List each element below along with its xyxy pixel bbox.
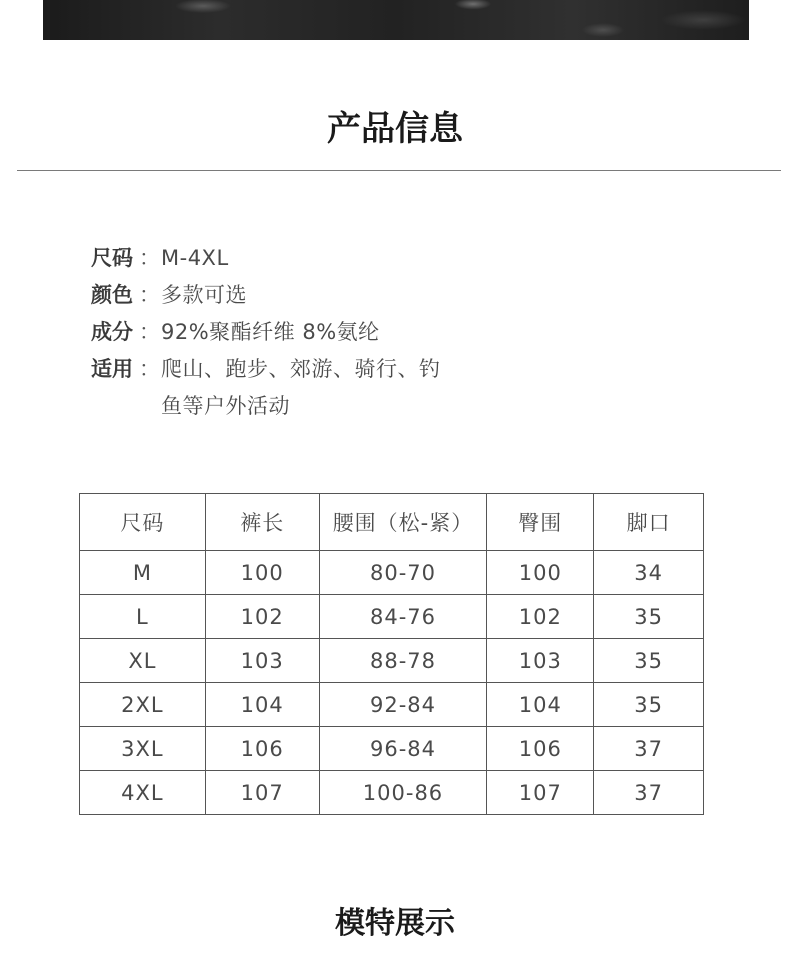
table-row <box>80 727 704 771</box>
table-row <box>80 595 704 639</box>
header-hem: 脚口 <box>594 494 704 551</box>
table-cell: 35 <box>594 683 704 727</box>
table-cell: 100-86 <box>319 771 487 815</box>
table-cell: 2XL <box>80 683 206 727</box>
table-cell: 84-76 <box>319 595 487 639</box>
table-cell: 35 <box>594 595 704 639</box>
table-row <box>80 639 704 683</box>
table-cell: 100 <box>205 551 319 595</box>
spec-row-material <box>91 314 511 351</box>
table-cell: 107 <box>205 771 319 815</box>
product-photo-strip <box>43 0 749 40</box>
table-cell: 37 <box>594 771 704 815</box>
spec-list <box>91 240 511 425</box>
table-cell: 80-70 <box>319 551 487 595</box>
spec-value: 多款可选 <box>161 283 247 307</box>
table-cell: 106 <box>205 727 319 771</box>
table-cell: 37 <box>594 727 704 771</box>
spec-label: 尺码 <box>91 246 133 270</box>
table-cell: 104 <box>205 683 319 727</box>
table-cell: 103 <box>487 639 594 683</box>
table-header-row <box>80 494 704 551</box>
header-waist: 腰围（松-紧） <box>319 494 487 551</box>
header-size: 尺码 <box>80 494 206 551</box>
spec-label: 适用 <box>91 357 133 381</box>
table-cell: M <box>80 551 206 595</box>
table-cell: 104 <box>487 683 594 727</box>
table-cell: 100 <box>487 551 594 595</box>
table-cell: 96-84 <box>319 727 487 771</box>
product-info-title: 产品信息 <box>327 109 463 149</box>
spec-label: 颜色 <box>91 283 133 307</box>
spec-colon: ： <box>139 320 160 344</box>
spec-label: 成分 <box>91 320 133 344</box>
table-cell: 103 <box>205 639 319 683</box>
table-cell: 102 <box>205 595 319 639</box>
table-cell: 106 <box>487 727 594 771</box>
spec-row-usage <box>91 351 511 425</box>
spec-row-size <box>91 240 511 277</box>
table-cell: 4XL <box>80 771 206 815</box>
table-cell: 102 <box>487 595 594 639</box>
spec-value: 爬山、跑步、郊游、骑行、钓鱼等户外活动 <box>161 357 441 418</box>
spec-value: 92%聚酯纤维 8%氨纶 <box>161 320 380 344</box>
table-row <box>80 683 704 727</box>
table-cell: L <box>80 595 206 639</box>
table-cell: 35 <box>594 639 704 683</box>
spec-colon: ： <box>139 283 160 307</box>
header-hip: 臀围 <box>487 494 594 551</box>
section-divider <box>17 170 781 171</box>
table-row <box>80 771 704 815</box>
spec-colon: ： <box>139 246 160 270</box>
spec-row-color <box>91 277 511 314</box>
table-cell: 88-78 <box>319 639 487 683</box>
model-showcase-title: 模特展示 <box>335 906 455 941</box>
table-row <box>80 551 704 595</box>
size-table <box>79 493 704 815</box>
spec-value: M-4XL <box>161 246 229 270</box>
header-length: 裤长 <box>205 494 319 551</box>
table-cell: 107 <box>487 771 594 815</box>
table-cell: XL <box>80 639 206 683</box>
table-cell: 92-84 <box>319 683 487 727</box>
spec-colon: ： <box>139 357 160 381</box>
table-cell: 34 <box>594 551 704 595</box>
table-cell: 3XL <box>80 727 206 771</box>
